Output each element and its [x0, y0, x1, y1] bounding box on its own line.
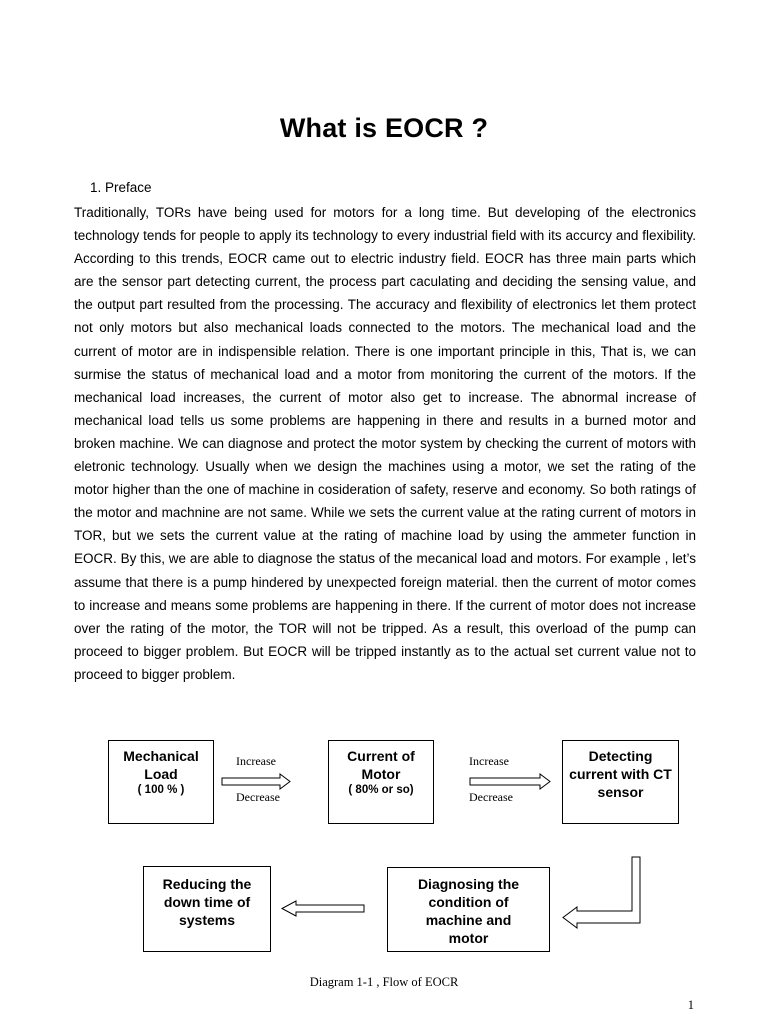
arrow-label-decrease: Decrease	[236, 790, 280, 804]
ct-sensor-box	[562, 740, 679, 824]
arrow-label-increase: Increase	[469, 754, 509, 768]
diagnosing-condition-box	[387, 867, 550, 952]
box-title: Reducing the down time of systems	[162, 876, 252, 928]
body-paragraph: Traditionally, TORs have being used for motors for a long time. But developing of the electronics technology tends for people to apply its technology to every industrial field with its accurcy and flexibility. According to this trends, EOCR came out to electric industry field. EOCR has three main parts which are the sensor part detecting current, the process part caculating and deciding the sensing value, and the output part resulted from the processing. The accuracy and flexibility of electronics let them protect not only motors but also mechanical loads connected to the motors. The mechanical load and the current of motor are in indispensible relation. There is one important principle in this, That is, we can surmise the status of mechanical load and a motor from monitoring the current of the motors. If the mechanical load increases, the current of motor also get to increase. The abnormal increase of mechanical load tells us some problems are happening in there and results in a burned motor and broken machine. We can diagnose and protect the motor system by checking the current of motors with eletronic technology. Usually when we design the machines using a motor, we set the rating of the motor higher than the one of machine in cosideration of safety, reserve and economy. So both ratings of the motor and machnine are not same. While we sets the current value at the rating current of motors in TOR, but we sets the current value at the rating of machine load by using the ammeter function in EOCR. By this, we are able to diagnose the status of the mecanical load and motors. For example , let’s assume that there is a pump hindered by unexpected foreign material. then the current of motor comes to increase and means some problems are happening in there. If the current of motor does not increase over the rating of the motor, the TOR will not be tripped. As a result, this overload of the pump can proceed to bigger problem. But EOCR will be tripped instantly as to the actual set current value not to proceed to bigger problem.	[74, 205, 696, 682]
box-title: Detecting current with CT sensor	[569, 748, 672, 800]
arrow-label-decrease: Decrease	[469, 790, 513, 804]
right-arrow-icon	[222, 774, 290, 789]
arrow-label-increase: Increase	[236, 754, 276, 768]
mechanical-load-box	[108, 740, 214, 824]
box-title: Diagnosing the condition of machine and motor	[417, 876, 520, 946]
l-arrow-icon	[563, 857, 640, 928]
diagram-caption: Diagram 1-1 , Flow of EOCR	[309, 975, 459, 989]
box-subtitle: ( 80% or so)	[348, 784, 414, 796]
box-title: Current of Motor	[347, 748, 415, 782]
right-arrow-icon	[470, 774, 550, 789]
box-subtitle: ( 100 % )	[137, 784, 185, 796]
page-title: What is EOCR ?	[279, 113, 489, 143]
page-number: 1	[687, 998, 694, 1012]
current-of-motor-box	[328, 740, 434, 824]
box-title: Mechanical Load	[123, 748, 199, 782]
section-heading: 1. Preface	[90, 180, 152, 195]
reducing-downtime-box	[143, 866, 271, 952]
left-arrow-icon	[282, 901, 364, 916]
